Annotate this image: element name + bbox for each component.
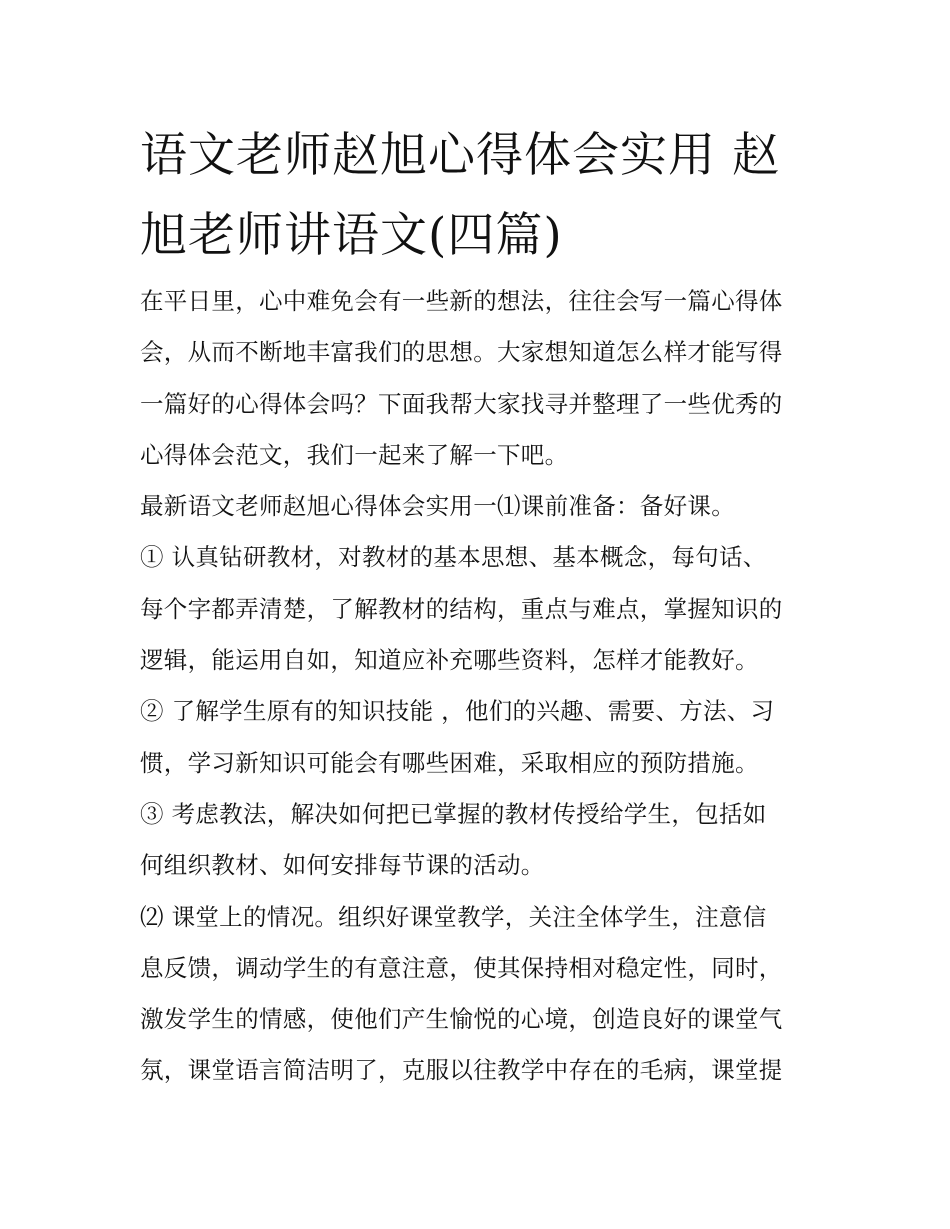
title-line-2: 旭老师讲语文(四篇) (140, 208, 563, 263)
section-heading-line: 最新语文老师赵旭心得体会实用一⑴课前准备：备好课。 (140, 492, 735, 521)
body-line: 在平日里，心中难免会有一些新的想法，往往会写一篇心得体 (140, 287, 783, 315)
body-line: 息反馈，调动学生的有意注意，使其保持相对稳定性，同时， (140, 953, 783, 982)
list-item-line: ① 认真钻研教材，对教材的基本思想、基本概念，每句话、 (140, 543, 767, 572)
title-line-1: 语文老师赵旭心得体会实用 赵 (140, 128, 780, 183)
list-item-line: ⑵ 课堂上的情况。组织好课堂教学，关注全体学生，注意信 (140, 902, 767, 931)
document-title (140, 116, 820, 276)
list-item-line: ③ 考虑教法，解决如何把已掌握的教材传授给学生，包括如 (140, 799, 767, 828)
body-line: 氛，课堂语言简洁明了，克服以往教学中存在的毛病，课堂提 (140, 1056, 783, 1085)
list-item-line: ② 了解学生原有的知识技能 ，他们的兴趣、需要、方法、习 (140, 697, 775, 726)
body-line: 会，从而不断地丰富我们的思想。大家想知道怎么样才能写得 (140, 338, 783, 367)
body-line: 惯，学习新知识可能会有哪些困难，采取相应的预防措施。 (140, 748, 759, 777)
body-line: 每个字都弄清楚，了解教材的结构，重点与难点，掌握知识的 (140, 594, 783, 623)
body-line: 激发学生的情感，使他们产生愉悦的心境，创造良好的课堂气 (140, 1005, 783, 1034)
body-line: 心得体会范文，我们一起来了解一下吧。 (140, 440, 569, 469)
body-line: 何组织教材、如何安排每节课的活动。 (140, 851, 545, 880)
body-line: 逻辑，能运用自如，知道应补充哪些资料，怎样才能教好。 (140, 646, 759, 675)
body-line: 一篇好的心得体会吗？下面我帮大家找寻并整理了一些优秀的 (140, 389, 783, 418)
document-body (140, 276, 830, 1097)
